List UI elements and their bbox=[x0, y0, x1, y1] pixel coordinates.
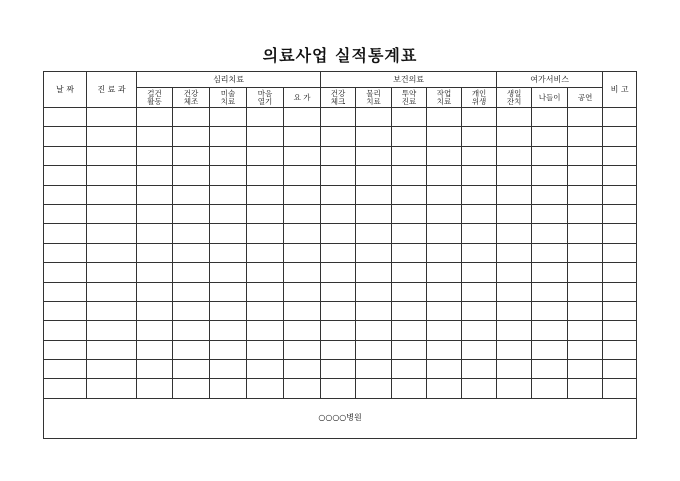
table-cell[interactable] bbox=[603, 127, 637, 146]
table-cell[interactable] bbox=[44, 360, 87, 379]
table-cell[interactable] bbox=[532, 185, 568, 204]
table-cell[interactable] bbox=[247, 146, 284, 165]
table-row bbox=[44, 379, 637, 398]
table-cell[interactable] bbox=[87, 263, 137, 282]
table-cell[interactable] bbox=[427, 360, 462, 379]
table-cell[interactable] bbox=[532, 146, 568, 165]
table-cell[interactable] bbox=[321, 204, 356, 223]
table-cell[interactable] bbox=[462, 263, 497, 282]
table-cell[interactable] bbox=[137, 166, 173, 185]
table-cell[interactable] bbox=[210, 321, 247, 340]
table-cell[interactable] bbox=[210, 301, 247, 320]
table-cell[interactable] bbox=[356, 360, 392, 379]
table-cell[interactable] bbox=[210, 263, 247, 282]
table-cell[interactable] bbox=[87, 146, 137, 165]
table-cell[interactable] bbox=[44, 379, 87, 398]
table-cell[interactable] bbox=[284, 360, 321, 379]
table-cell[interactable] bbox=[356, 243, 392, 262]
table-cell[interactable] bbox=[356, 263, 392, 282]
table-cell[interactable] bbox=[321, 321, 356, 340]
table-cell[interactable] bbox=[284, 340, 321, 359]
table-cell[interactable] bbox=[87, 185, 137, 204]
table-cell[interactable] bbox=[247, 166, 284, 185]
table-cell[interactable] bbox=[532, 224, 568, 243]
table-cell[interactable] bbox=[392, 263, 427, 282]
table-cell[interactable] bbox=[137, 108, 173, 127]
table-cell[interactable] bbox=[427, 243, 462, 262]
table-cell[interactable] bbox=[210, 360, 247, 379]
table-cell[interactable] bbox=[497, 185, 532, 204]
table-cell[interactable] bbox=[210, 166, 247, 185]
table-cell[interactable] bbox=[392, 243, 427, 262]
table-cell[interactable] bbox=[497, 204, 532, 223]
table-cell[interactable] bbox=[284, 263, 321, 282]
table-cell[interactable] bbox=[321, 108, 356, 127]
table-cell[interactable] bbox=[462, 301, 497, 320]
table-cell[interactable] bbox=[603, 204, 637, 223]
table-cell[interactable] bbox=[356, 146, 392, 165]
table-cell[interactable] bbox=[427, 340, 462, 359]
table-cell[interactable] bbox=[247, 282, 284, 301]
header-leisure-col: 나들이 bbox=[532, 88, 568, 108]
table-cell[interactable] bbox=[173, 321, 210, 340]
table-row bbox=[44, 204, 637, 223]
header-health-col: 작업 치료 bbox=[427, 88, 462, 108]
table-cell[interactable] bbox=[356, 224, 392, 243]
header-psych-col: 요 가 bbox=[284, 88, 321, 108]
table-cell[interactable] bbox=[210, 204, 247, 223]
table-cell[interactable] bbox=[568, 146, 603, 165]
table-cell[interactable] bbox=[87, 379, 137, 398]
table-cell[interactable] bbox=[356, 340, 392, 359]
table-cell[interactable] bbox=[173, 263, 210, 282]
table-cell[interactable] bbox=[462, 146, 497, 165]
header-health-col: 건강 체크 bbox=[321, 88, 356, 108]
table-cell[interactable] bbox=[87, 340, 137, 359]
table-cell[interactable] bbox=[321, 340, 356, 359]
table-cell[interactable] bbox=[497, 379, 532, 398]
table-cell[interactable] bbox=[284, 204, 321, 223]
table-cell[interactable] bbox=[284, 379, 321, 398]
table-cell[interactable] bbox=[497, 108, 532, 127]
table-cell[interactable] bbox=[210, 224, 247, 243]
table-cell[interactable] bbox=[87, 301, 137, 320]
table-cell[interactable] bbox=[87, 243, 137, 262]
table-cell[interactable] bbox=[603, 301, 637, 320]
table-cell[interactable] bbox=[87, 224, 137, 243]
table-cell[interactable] bbox=[532, 379, 568, 398]
table-cell[interactable] bbox=[427, 204, 462, 223]
table-cell[interactable] bbox=[568, 185, 603, 204]
table-row bbox=[44, 282, 637, 301]
table-cell[interactable] bbox=[603, 282, 637, 301]
table-cell[interactable] bbox=[603, 243, 637, 262]
table-cell[interactable] bbox=[392, 146, 427, 165]
table-cell[interactable] bbox=[497, 243, 532, 262]
table-cell[interactable] bbox=[87, 204, 137, 223]
table-cell[interactable] bbox=[44, 108, 87, 127]
table-row bbox=[44, 146, 637, 165]
table-cell[interactable] bbox=[247, 108, 284, 127]
table-cell[interactable] bbox=[210, 127, 247, 146]
table-cell[interactable] bbox=[173, 127, 210, 146]
table-cell[interactable] bbox=[462, 282, 497, 301]
table-cell[interactable] bbox=[603, 379, 637, 398]
table-cell[interactable] bbox=[44, 204, 87, 223]
table-cell[interactable] bbox=[44, 263, 87, 282]
header-psych-col: 미술 치료 bbox=[210, 88, 247, 108]
table-cell[interactable] bbox=[568, 166, 603, 185]
table-cell[interactable] bbox=[497, 224, 532, 243]
table-cell[interactable] bbox=[497, 166, 532, 185]
table-cell[interactable] bbox=[247, 263, 284, 282]
table-cell[interactable] bbox=[603, 340, 637, 359]
table-cell[interactable] bbox=[284, 146, 321, 165]
table-cell[interactable] bbox=[392, 204, 427, 223]
table-cell[interactable] bbox=[137, 185, 173, 204]
table-cell[interactable] bbox=[603, 360, 637, 379]
table-cell[interactable] bbox=[532, 340, 568, 359]
table-cell[interactable] bbox=[173, 340, 210, 359]
table-cell[interactable] bbox=[462, 379, 497, 398]
table-cell[interactable] bbox=[462, 127, 497, 146]
table-cell[interactable] bbox=[284, 185, 321, 204]
table-cell[interactable] bbox=[87, 360, 137, 379]
table-cell[interactable] bbox=[210, 108, 247, 127]
table-cell[interactable] bbox=[210, 282, 247, 301]
table-cell[interactable] bbox=[173, 360, 210, 379]
header-remarks: 비 고 bbox=[603, 72, 637, 108]
table-cell[interactable] bbox=[427, 127, 462, 146]
table-cell[interactable] bbox=[356, 301, 392, 320]
table-row bbox=[44, 243, 637, 262]
header-health-col: 개인 위생 bbox=[462, 88, 497, 108]
table-cell[interactable] bbox=[568, 127, 603, 146]
table-cell[interactable] bbox=[356, 166, 392, 185]
table-cell[interactable] bbox=[321, 243, 356, 262]
table-cell[interactable] bbox=[247, 301, 284, 320]
header-group-leisure: 여가서비스 bbox=[497, 72, 603, 88]
header-date: 날 짜 bbox=[44, 72, 87, 108]
table-cell[interactable] bbox=[247, 360, 284, 379]
statistics-table bbox=[43, 71, 637, 439]
table-cell[interactable] bbox=[497, 263, 532, 282]
table-cell[interactable] bbox=[173, 379, 210, 398]
table-cell[interactable] bbox=[497, 321, 532, 340]
table-cell[interactable] bbox=[427, 185, 462, 204]
table-cell[interactable] bbox=[44, 185, 87, 204]
header-health-col: 투약 진료 bbox=[392, 88, 427, 108]
table-cell[interactable] bbox=[321, 224, 356, 243]
table-cell[interactable] bbox=[462, 360, 497, 379]
table-cell[interactable] bbox=[137, 243, 173, 262]
table-cell[interactable] bbox=[247, 204, 284, 223]
table-cell[interactable] bbox=[532, 360, 568, 379]
table-cell[interactable] bbox=[392, 301, 427, 320]
table-cell[interactable] bbox=[284, 301, 321, 320]
table-cell[interactable] bbox=[44, 243, 87, 262]
table-cell[interactable] bbox=[532, 263, 568, 282]
table-row bbox=[44, 127, 637, 146]
table-cell[interactable] bbox=[427, 263, 462, 282]
table-cell[interactable] bbox=[321, 127, 356, 146]
table-cell[interactable] bbox=[247, 243, 284, 262]
table-cell[interactable] bbox=[44, 224, 87, 243]
table-row bbox=[44, 224, 637, 243]
table-cell[interactable] bbox=[321, 146, 356, 165]
table-cell[interactable] bbox=[427, 166, 462, 185]
table-cell[interactable] bbox=[532, 127, 568, 146]
header-row-groups bbox=[44, 72, 637, 88]
table-cell[interactable] bbox=[532, 108, 568, 127]
table-cell[interactable] bbox=[210, 146, 247, 165]
header-psych-col: 건강 체조 bbox=[173, 88, 210, 108]
table-cell[interactable] bbox=[247, 321, 284, 340]
table-cell[interactable] bbox=[137, 263, 173, 282]
table-cell[interactable] bbox=[392, 224, 427, 243]
table-cell[interactable] bbox=[603, 166, 637, 185]
table-cell[interactable] bbox=[137, 379, 173, 398]
table-cell[interactable] bbox=[568, 340, 603, 359]
table-cell[interactable] bbox=[532, 321, 568, 340]
header-leisure-col: 공연 bbox=[568, 88, 603, 108]
table-cell[interactable] bbox=[568, 243, 603, 262]
table-cell[interactable] bbox=[210, 185, 247, 204]
table-cell[interactable] bbox=[247, 185, 284, 204]
table-cell[interactable] bbox=[247, 127, 284, 146]
table-cell[interactable] bbox=[137, 146, 173, 165]
table-cell[interactable] bbox=[392, 360, 427, 379]
table-cell[interactable] bbox=[284, 166, 321, 185]
table-cell[interactable] bbox=[137, 360, 173, 379]
table-cell[interactable] bbox=[137, 224, 173, 243]
table-cell[interactable] bbox=[137, 321, 173, 340]
table-cell[interactable] bbox=[392, 321, 427, 340]
table-cell[interactable] bbox=[568, 204, 603, 223]
table-cell[interactable] bbox=[137, 282, 173, 301]
table-row bbox=[44, 263, 637, 282]
table-cell[interactable] bbox=[462, 224, 497, 243]
table-cell[interactable] bbox=[568, 282, 603, 301]
table-cell[interactable] bbox=[137, 127, 173, 146]
table-cell[interactable] bbox=[356, 379, 392, 398]
table-cell[interactable] bbox=[321, 263, 356, 282]
table-cell[interactable] bbox=[427, 321, 462, 340]
table-row bbox=[44, 108, 637, 127]
table-row bbox=[44, 301, 637, 320]
table-cell[interactable] bbox=[173, 185, 210, 204]
table-cell[interactable] bbox=[173, 243, 210, 262]
table-cell[interactable] bbox=[392, 166, 427, 185]
table-cell[interactable] bbox=[497, 340, 532, 359]
table-cell[interactable] bbox=[137, 340, 173, 359]
table-cell[interactable] bbox=[137, 301, 173, 320]
table-cell[interactable] bbox=[44, 321, 87, 340]
table-cell[interactable] bbox=[392, 282, 427, 301]
table-cell[interactable] bbox=[427, 379, 462, 398]
table-cell[interactable] bbox=[532, 166, 568, 185]
table-cell[interactable] bbox=[356, 321, 392, 340]
table-cell[interactable] bbox=[321, 301, 356, 320]
table-cell[interactable] bbox=[392, 185, 427, 204]
table-cell[interactable] bbox=[356, 185, 392, 204]
table-cell[interactable] bbox=[427, 301, 462, 320]
table-cell[interactable] bbox=[392, 379, 427, 398]
table-cell[interactable] bbox=[173, 224, 210, 243]
table-cell[interactable] bbox=[321, 166, 356, 185]
table-cell[interactable] bbox=[87, 108, 137, 127]
table-cell[interactable] bbox=[210, 379, 247, 398]
header-department: 진 료 과 bbox=[87, 72, 137, 108]
table-cell[interactable] bbox=[284, 108, 321, 127]
table-cell[interactable] bbox=[247, 379, 284, 398]
table-cell[interactable] bbox=[210, 243, 247, 262]
table-cell[interactable] bbox=[497, 282, 532, 301]
table-cell[interactable] bbox=[356, 127, 392, 146]
table-cell[interactable] bbox=[603, 321, 637, 340]
table-cell[interactable] bbox=[44, 301, 87, 320]
table-cell[interactable] bbox=[173, 282, 210, 301]
table-cell[interactable] bbox=[427, 282, 462, 301]
table-cell[interactable] bbox=[568, 360, 603, 379]
table-cell[interactable] bbox=[321, 185, 356, 204]
table-cell[interactable] bbox=[44, 166, 87, 185]
table-cell[interactable] bbox=[284, 224, 321, 243]
table-cell[interactable] bbox=[356, 282, 392, 301]
table-cell[interactable] bbox=[497, 360, 532, 379]
table-cell[interactable] bbox=[321, 360, 356, 379]
table-cell[interactable] bbox=[173, 108, 210, 127]
table-cell[interactable] bbox=[568, 263, 603, 282]
table-cell[interactable] bbox=[427, 108, 462, 127]
table-cell[interactable] bbox=[392, 127, 427, 146]
table-cell[interactable] bbox=[462, 108, 497, 127]
table-cell[interactable] bbox=[568, 108, 603, 127]
table-cell[interactable] bbox=[392, 340, 427, 359]
table-cell[interactable] bbox=[44, 146, 87, 165]
table-cell[interactable] bbox=[532, 301, 568, 320]
data-rows bbox=[44, 108, 637, 399]
table-cell[interactable] bbox=[284, 127, 321, 146]
table-cell[interactable] bbox=[568, 379, 603, 398]
table-cell[interactable] bbox=[497, 146, 532, 165]
table-cell[interactable] bbox=[603, 146, 637, 165]
header-leisure-col: 생일 잔치 bbox=[497, 88, 532, 108]
table-cell[interactable] bbox=[532, 282, 568, 301]
table-row bbox=[44, 340, 637, 359]
table-cell[interactable] bbox=[284, 282, 321, 301]
table-cell[interactable] bbox=[210, 340, 247, 359]
table-cell[interactable] bbox=[356, 108, 392, 127]
table-row bbox=[44, 360, 637, 379]
table-cell[interactable] bbox=[392, 108, 427, 127]
page-title: 의료사업 실적통계표 bbox=[262, 46, 418, 65]
table-cell[interactable] bbox=[497, 127, 532, 146]
table-cell[interactable] bbox=[173, 146, 210, 165]
table-row bbox=[44, 321, 637, 340]
table-cell[interactable] bbox=[87, 166, 137, 185]
table-cell[interactable] bbox=[87, 282, 137, 301]
table-cell[interactable] bbox=[568, 224, 603, 243]
footer-row bbox=[44, 398, 637, 438]
table-cell[interactable] bbox=[462, 243, 497, 262]
table-cell[interactable] bbox=[173, 204, 210, 223]
table-cell[interactable] bbox=[44, 282, 87, 301]
table-cell[interactable] bbox=[321, 282, 356, 301]
table-row bbox=[44, 166, 637, 185]
table-cell[interactable] bbox=[462, 204, 497, 223]
header-group-health-care: 보건의료 bbox=[321, 72, 497, 88]
table-cell[interactable] bbox=[603, 108, 637, 127]
table-cell[interactable] bbox=[247, 340, 284, 359]
table-row bbox=[44, 185, 637, 204]
table-cell[interactable] bbox=[603, 185, 637, 204]
table-cell[interactable] bbox=[247, 224, 284, 243]
table-cell[interactable] bbox=[603, 263, 637, 282]
table-cell[interactable] bbox=[137, 204, 173, 223]
header-group-psychotherapy: 심리치료 bbox=[137, 72, 321, 88]
table-cell[interactable] bbox=[356, 204, 392, 223]
table-cell[interactable] bbox=[532, 204, 568, 223]
table-cell[interactable] bbox=[44, 127, 87, 146]
table-cell[interactable] bbox=[462, 185, 497, 204]
header-psych-col: 걸건 활동 bbox=[137, 88, 173, 108]
table-cell[interactable] bbox=[284, 243, 321, 262]
table-cell[interactable] bbox=[462, 166, 497, 185]
table-cell[interactable] bbox=[568, 321, 603, 340]
table-cell[interactable] bbox=[173, 166, 210, 185]
header-psych-col: 마음 열기 bbox=[247, 88, 284, 108]
table-cell[interactable] bbox=[87, 321, 137, 340]
table-cell[interactable] bbox=[497, 301, 532, 320]
table-cell[interactable] bbox=[532, 243, 568, 262]
hospital-name: ○○○○병원 bbox=[44, 398, 637, 438]
header-health-col: 물리 치료 bbox=[356, 88, 392, 108]
table-cell[interactable] bbox=[462, 321, 497, 340]
table-cell[interactable] bbox=[427, 224, 462, 243]
table-cell[interactable] bbox=[568, 301, 603, 320]
table-cell[interactable] bbox=[284, 321, 321, 340]
table-cell[interactable] bbox=[462, 340, 497, 359]
table-cell[interactable] bbox=[427, 146, 462, 165]
table-cell[interactable] bbox=[321, 379, 356, 398]
table-cell[interactable] bbox=[44, 340, 87, 359]
table-cell[interactable] bbox=[173, 301, 210, 320]
table-cell[interactable] bbox=[603, 224, 637, 243]
table-cell[interactable] bbox=[87, 127, 137, 146]
